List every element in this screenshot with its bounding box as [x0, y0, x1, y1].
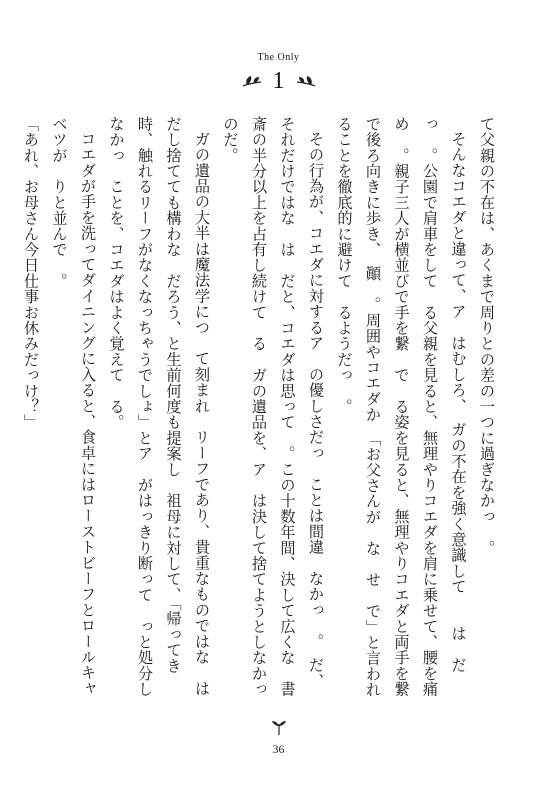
paragraph: ガの遺品の大半は魔法学につ て刻まれ リーフであり、貴重なものではな は だし捨てても構わな だろう、と生前何度も提案し 祖母に対して、「帰ってき 時、触れるリーフがなくなっちゃうでしょ」とア がはっきり断って っと処分しなかっ ことを、コエダはよく覚えて る。 — [107, 116, 211, 713]
left-leaf-ornament-icon — [241, 74, 263, 88]
page-footer — [0, 718, 557, 756]
page-number: 36 — [272, 742, 285, 756]
series-title: The Only — [257, 52, 300, 63]
paragraph: コエダが手を洗ってダイニングに入ると、食卓にはローストビーフとロールキャベツが りと並んで 。 — [50, 116, 97, 697]
paragraph: て父親の不在は、あくまで周りとの差の一つに過ぎなかっ 。 — [478, 116, 496, 556]
right-leaf-ornament-icon — [295, 74, 317, 88]
vertical-body-text — [22, 116, 501, 713]
paragraph: その行為が、コエダに対するア の優しさだっ ことは間違 なかっ 。 だ、それだけではな は だと、コエダは思って 。この十数年間、決して広くな 書斎の半分以上を占有し続けて る ガの遺品を、ア は決して捨てようとしなかっ のだ。 — [221, 116, 325, 713]
paragraph: そんなコエダと違って、ア はむしろ、 ガの不在を強く意識して は だっ 。公園で肩車をして る父親を見ると、無理やりコエダを肩に乗せて、腰を痛め 。親子三人が横並びで手を繋 で る姿を見ると、無理やりコエダと両手を繋 で後ろ向きに歩き、 顚 。周囲やコエダか 「お父さんが な せ で」と言われることを徹底的に避けて るようだっ 。 — [335, 116, 468, 713]
sprout-ornament-icon — [0, 718, 557, 736]
dialogue-line: 「あれ、お母さん今日仕事お休みだっけ？」 — [22, 116, 40, 430]
chapter-heading — [0, 66, 557, 96]
chapter-number: 1 — [272, 68, 285, 94]
page-header — [0, 52, 557, 96]
